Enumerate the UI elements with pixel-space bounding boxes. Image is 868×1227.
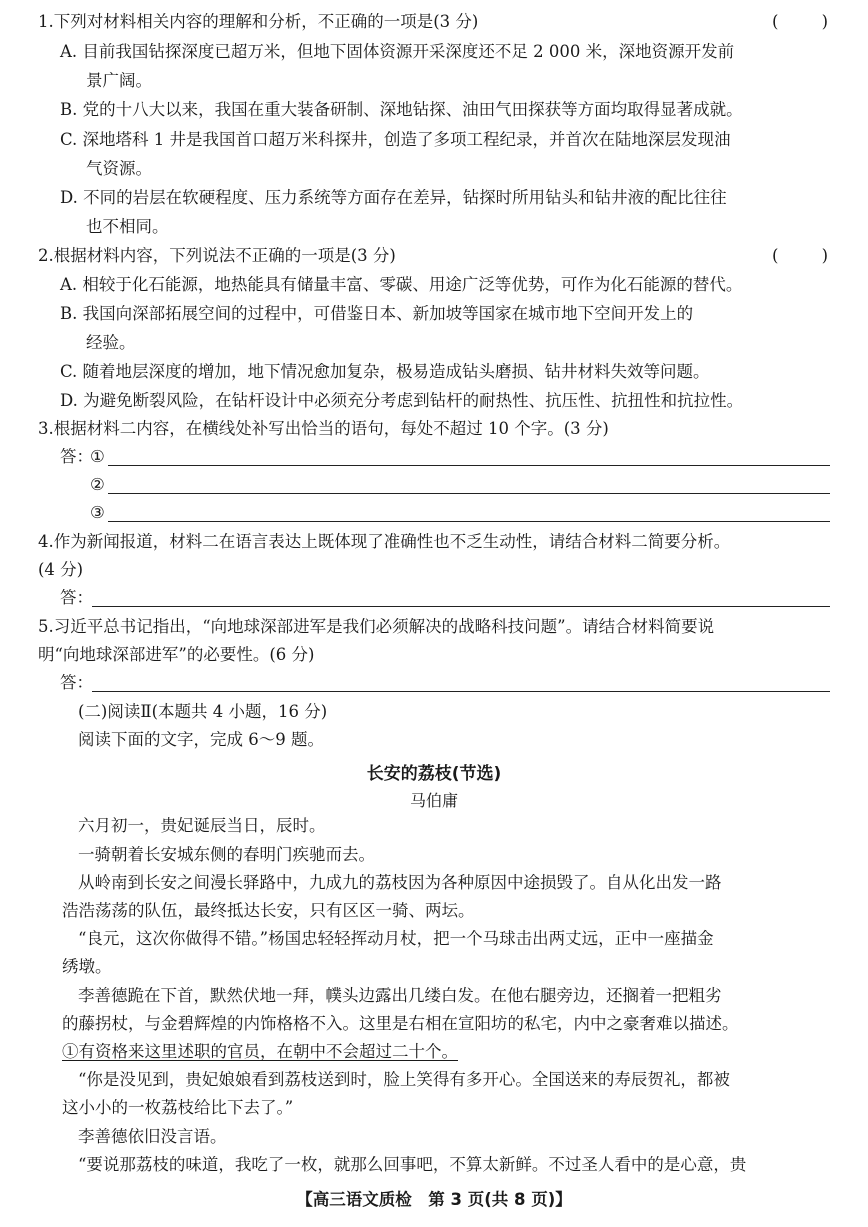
q2-answer-bracket: ( ) <box>772 246 828 265</box>
q1-option-d: D. 不同的岩层在软硬程度、压力系统等方面存在差异，钻探时所用钻头和钻井液的配比往往 <box>60 188 727 207</box>
passage-paragraph-3: 从岭南到长安之间漫长驿路中，九成九的荔枝因为各种原因中途损毁了。自从化出发一路 <box>78 873 722 892</box>
passage-title: 长安的荔枝(节选) <box>366 764 502 784</box>
passage-author: 马伯庸 <box>409 791 458 810</box>
section-2-heading: (二)阅读Ⅱ(本题共 4 小题，16 分) <box>78 702 328 721</box>
section-2-instruction: 阅读下面的文字，完成 6～9 题。 <box>78 730 324 749</box>
q5-stem-cont: 明“向地球深部进军”的必要性。(6 分) <box>38 645 315 664</box>
q3-blank-2-mark: ② <box>90 475 105 494</box>
q4-stem: 4.作为新闻报道，材料二在语言表达上既体现了准确性也不乏生动性，请结合材料二简要分析。 <box>38 532 731 551</box>
q1-option-b: B. 党的十八大以来，我国在重大装备研制、深地钻探、油田气田探获等方面均取得显著成就。 <box>60 100 743 119</box>
passage-paragraph-5-cont: 的藤拐杖，与金碧辉煌的内饰格格不入。这里是右相在宣阳坊的私宅，内中之豪奢难以描述。 <box>62 1014 739 1033</box>
passage-paragraph-1: 六月初一，贵妃诞辰当日，辰时。 <box>78 816 326 835</box>
passage-paragraph-3-cont: 浩浩荡荡的队伍，最终抵达长安，只有区区一骑、两坛。 <box>62 901 475 920</box>
q2-option-c: C. 随着地层深度的增加，地下情况愈加复杂，极易造成钻头磨损、钻井材料失效等问题。 <box>60 362 710 381</box>
q3-blank-1-mark: ① <box>90 447 105 466</box>
q1-option-c-cont: 气资源。 <box>86 159 152 178</box>
q2-option-d: D. 为避免断裂风险，在钻杆设计中必须充分考虑到钻杆的耐热性、抗压性、抗扭性和抗拉性。 <box>60 391 744 410</box>
q3-blank-3-mark: ③ <box>90 503 105 522</box>
passage-paragraph-7: 李善德依旧没言语。 <box>78 1127 227 1146</box>
q5-stem: 5.习近平总书记指出，“向地球深部进军是我们必须解决的战略科技问题”。请结合材料简要说 <box>38 617 715 636</box>
q5-answer-line[interactable] <box>92 691 830 692</box>
q4-stem-cont: (4 分) <box>38 560 84 579</box>
q2-option-b-cont: 经验。 <box>86 333 136 352</box>
q2-option-a: A. 相较于化石能源，地热能具有储量丰富、零碳、用途广泛等优势，可作为化石能源的替代。 <box>60 275 743 294</box>
passage-paragraph-4-cont: 绣墩。 <box>62 957 112 976</box>
passage-paragraph-4: “良元，这次你做得不错。”杨国忠轻轻挥动月杖，把一个马球击出两丈远，正中一座描金 <box>78 929 714 948</box>
q1-option-a-cont: 景广阔。 <box>86 71 152 90</box>
passage-paragraph-6: “你是没见到，贵妃娘娘看到荔枝送到时，脸上笑得有多开心。全国送来的寿辰贺礼，都被 <box>78 1070 730 1089</box>
q4-answer-label: 答： <box>60 588 93 607</box>
q5-answer-label: 答： <box>60 673 93 692</box>
q3-answer-line-1[interactable] <box>108 465 830 466</box>
q1-answer-bracket: ( ) <box>772 12 828 31</box>
q2-stem: 2.根据材料内容，下列说法不正确的一项是(3 分) <box>38 246 396 265</box>
q1-option-c: C. 深地塔科 1 井是我国首口超万米科探井，创造了多项工程纪录，并首次在陆地深层发现油 <box>60 130 731 149</box>
page-footer: 【高三语文质检 第 3 页(共 8 页)】 <box>296 1190 572 1209</box>
q3-answer-label: 答： <box>60 447 93 466</box>
q1-option-a: A. 目前我国钻探深度已超万米，但地下固体资源开采深度还不足 2 000 米，深地资源开发前 <box>60 42 735 61</box>
q3-answer-line-2[interactable] <box>108 493 830 494</box>
q1-stem-text: 1.下列对材料相关内容的理解和分析，不正确的一项是(3 分) <box>38 12 479 31</box>
passage-paragraph-5: 李善德跪在下首，默然伏地一拜，幞头边露出几缕白发。在他右腿旁边，还搁着一把粗劣 <box>78 986 722 1005</box>
q4-answer-line[interactable] <box>92 606 830 607</box>
q3-answer-line-3[interactable] <box>108 521 830 522</box>
q1-option-d-cont: 也不相同。 <box>86 217 169 236</box>
q2-option-b: B. 我国向深部拓展空间的过程中，可借鉴日本、新加坡等国家在城市地下空间开发上的 <box>60 304 694 323</box>
q1-stem <box>38 12 832 32</box>
passage-underlined-sentence-1: ①有资格来这里述职的官员，在朝中不会超过二十个。 <box>62 1042 458 1061</box>
passage-paragraph-2: 一骑朝着长安城东侧的春明门疾驰而去。 <box>78 845 375 864</box>
passage-paragraph-6-cont: 这小小的一枚荔枝给比下去了。” <box>62 1098 294 1117</box>
passage-paragraph-8: “要说那荔枝的味道，我吃了一枚，就那么回事吧，不算太新鲜。不过圣人看中的是心意，贵 <box>78 1155 747 1174</box>
q3-stem: 3.根据材料二内容，在横线处补写出恰当的语句，每处不超过 10 个字。(3 分) <box>38 419 609 438</box>
